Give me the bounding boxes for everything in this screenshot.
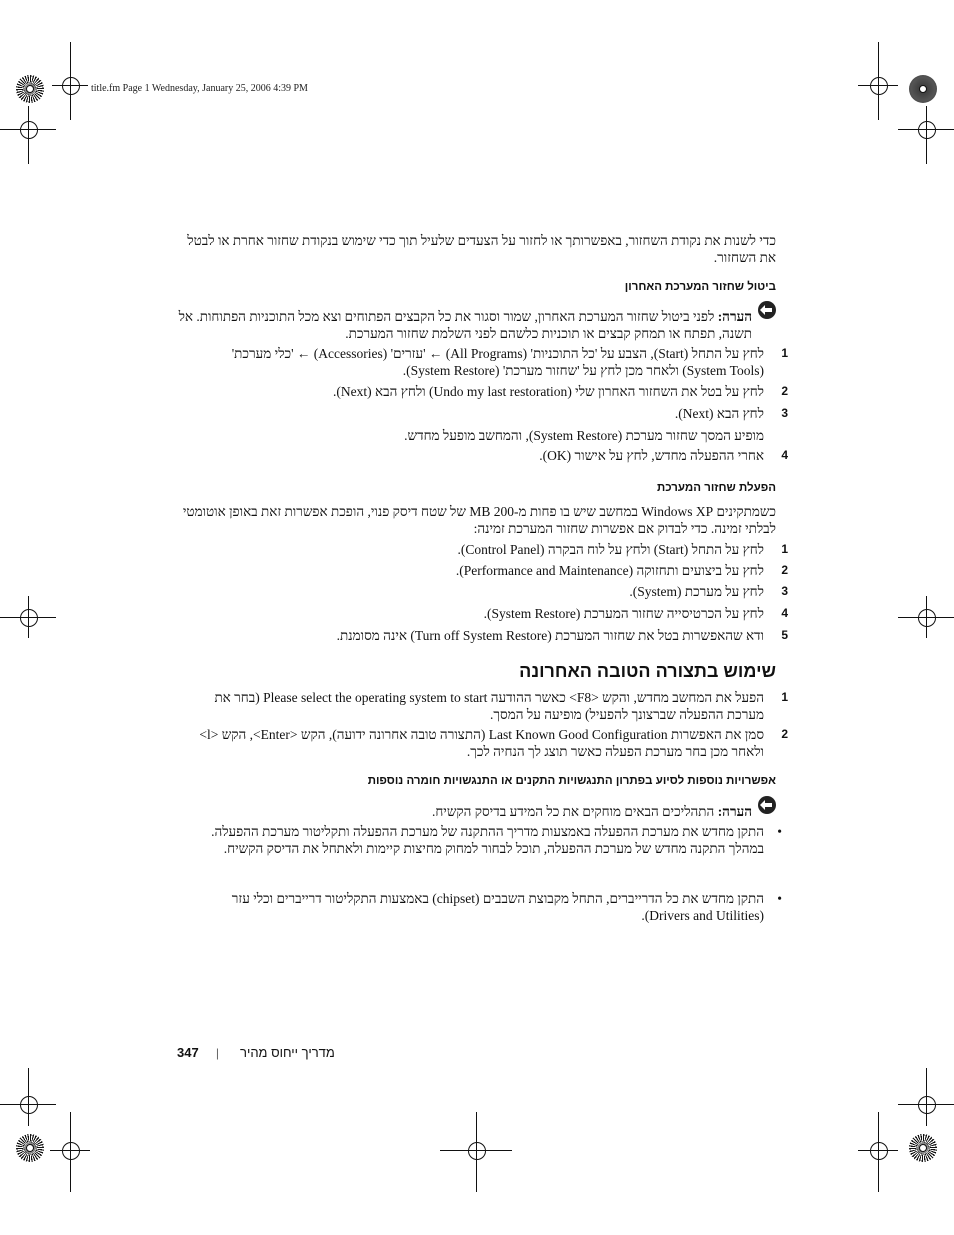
step-number: 4	[781, 606, 788, 620]
crosshair-mark	[918, 121, 936, 139]
enable-step-3	[194, 583, 788, 600]
note-text: התהליכים הבאים מוחקים את כל המידע בדיסק הקשיח.	[431, 804, 715, 819]
undo-step-1	[194, 345, 788, 379]
crop-line	[28, 596, 29, 638]
step-number: 2	[781, 563, 788, 577]
step-number: 4	[781, 448, 788, 462]
more-heading: אפשרויות נוספות לסיוע בפתרון התנגשויות התקנים או התנגשויות חומרה נוספות	[367, 775, 776, 787]
step-number: 2	[781, 727, 788, 741]
file-header-line: title.fm Page 1 Wednesday, January 25, 2006 4:39 PM	[91, 83, 308, 94]
undo-step-3	[194, 405, 788, 422]
undo-step-info	[194, 427, 764, 444]
step-text: מופיע המסך שחזור מערכת (System Restore), והמחשב מופעל מחדש.	[404, 428, 764, 443]
registration-dial	[909, 75, 937, 103]
bullet-text: התקן מחדש את מערכת ההפעלה באמצעות מדריך ההתקנה של מערכת ההפעלה ותקליטור מערכת ההפעלה.	[211, 824, 764, 839]
crosshair-mark	[20, 1096, 38, 1114]
step-text: לחץ על בטל את השחזור האחרון שלי (Undo my last restoration) ולחץ הבא (Next).	[333, 384, 764, 399]
bullet-item	[204, 823, 782, 857]
intro-paragraph: כדי לשנות את נקודת השחזור, באפשרותך או לחזור על הצעדים שלעיל תוך כדי שימוש בנקודת שחזור אחרת או לבטל את השחזור.	[187, 233, 776, 265]
crosshair-mark	[918, 1096, 936, 1114]
enable-step-2	[194, 562, 788, 579]
bullet-text: התקן מחדש את כל הדרייברים, התחל מקבוצת השבבים (chipset) באמצעות התקליטור דרייברים וכלי עזר (Drivers and Utilities).	[231, 891, 764, 923]
crosshair-mark	[918, 609, 936, 627]
step-text: לחץ על התחל (Start) ולחץ על לוח הבקרה (Control Panel).	[457, 542, 764, 557]
note-text: לפני ביטול שחזור המערכת האחרון, שמור וסגור את כל הקבצים הפתוחים וצא מכל התוכניות הפתוחות. אל תשנה, תפתח או תמחק קבצים או תוכניות כלשהם לפני השלמת שחזור המערכת.	[178, 309, 752, 341]
crop-line	[50, 1150, 90, 1151]
note-label: הערה:	[717, 309, 752, 324]
crop-line	[440, 1150, 512, 1151]
undo-step-4	[194, 447, 788, 464]
crop-line	[878, 1112, 879, 1192]
bullet-subtext: במהלך התקנה מחדש של מערכת ההפעלה, תוכל לבחור למחוק מחיצות קיימות ולאתחל את הדיסק הקשיח.	[223, 841, 764, 856]
undo-step-2	[194, 383, 788, 400]
crosshair-mark	[20, 121, 38, 139]
lkg-step-1	[194, 689, 788, 723]
step-text: הפעל את המחשב מחדש, והקש <F8> כאשר ההודעה Please select the operating system to start (בחר את מערכת ההפעלה שברצונך להפעיל) מופיעה על המסך.	[214, 690, 764, 722]
page-number: 347	[177, 1045, 199, 1060]
crosshair-mark	[468, 1142, 486, 1160]
crop-line	[52, 85, 88, 86]
enable-step-5	[194, 627, 788, 644]
crosshair-mark	[62, 77, 80, 95]
step-text: לחץ על התחל (Start), הצבע על 'כל התוכניות' (All Programs) ← 'עזרים' (Accessories) ← 'כלי מערכת' (System Tools) ולאחר מכן לחץ על 'שחזור מערכת' (System Restore).	[231, 346, 764, 378]
registration-dial	[16, 1134, 44, 1162]
step-text: לחץ על הכרטיסייה שחזור המערכת (System Restore).	[483, 606, 764, 621]
bullet-dot: •	[777, 891, 782, 906]
bullet-item	[204, 890, 782, 924]
crop-line	[926, 1068, 927, 1126]
step-text: לחץ על ביצועים ותחזוקה (Performance and Maintenance).	[455, 563, 764, 578]
crop-line	[858, 1150, 898, 1151]
enable-heading: הפעלת שחזור המערכת	[657, 482, 776, 494]
crop-line	[28, 1068, 29, 1126]
step-text: לחץ הבא (Next).	[674, 406, 764, 421]
crop-line	[926, 596, 927, 638]
crop-line	[70, 42, 71, 120]
crop-line	[476, 1112, 477, 1192]
step-number: 1	[781, 690, 788, 704]
step-text: ודא שהאפשרות בטל את שחזור המערכת (Turn off System Restore) אינה מסומנת.	[336, 628, 764, 643]
enable-intro: כשמתקינים Windows XP במחשב שיש בו פחות מ-200 MB של שטח דיסק פנוי, הופכת אפשרות זאת באופן אוטומטי לבלתי זמינה. כדי לבדוק אם אפשרות שחזור המערכת זמינה:	[182, 504, 776, 536]
registration-dial	[909, 1134, 937, 1162]
crop-line	[878, 42, 879, 120]
crop-line	[28, 106, 29, 164]
more-note	[172, 803, 752, 820]
crop-line	[70, 1112, 71, 1192]
step-number: 1	[781, 346, 788, 360]
enable-step-1	[194, 541, 788, 558]
step-number: 5	[781, 628, 788, 642]
lkg-step-2	[194, 726, 788, 760]
footer-separator: |	[216, 1045, 219, 1060]
note-icon	[758, 301, 776, 319]
crosshair-mark	[62, 1142, 80, 1160]
step-text: לחץ על מערכת (System).	[629, 584, 764, 599]
bullet-dot: •	[777, 824, 782, 839]
step-number: 3	[781, 584, 788, 598]
lkg-heading: שימוש בתצורה הטובה האחרונה	[519, 661, 776, 681]
step-number: 2	[781, 384, 788, 398]
crop-line	[858, 85, 898, 86]
undo-note	[172, 308, 752, 342]
enable-step-4	[194, 605, 788, 622]
crosshair-mark	[20, 609, 38, 627]
crop-line	[926, 106, 927, 164]
step-text: סמן את האפשרות Last Known Good Configuration (התצורה טובה אחרונה ידועה), הקש <Enter>, הקש <l> ולאחר מכן בחר מערכת הפעלה כאשר תוצג לך הנחיה לכך.	[199, 727, 764, 759]
note-icon	[758, 796, 776, 814]
undo-heading: ביטול שחזור המערכת האחרון	[624, 281, 776, 293]
step-number: 1	[781, 542, 788, 556]
crosshair-mark	[870, 77, 888, 95]
note-label: הערה:	[717, 804, 752, 819]
crosshair-mark	[870, 1142, 888, 1160]
footer-title: מדריך ייחוס מהיר	[240, 1045, 335, 1060]
step-text: אחרי ההפעלה מחדש, לחץ על אישור (OK).	[539, 448, 764, 463]
registration-dial	[16, 75, 44, 103]
step-number: 3	[781, 406, 788, 420]
